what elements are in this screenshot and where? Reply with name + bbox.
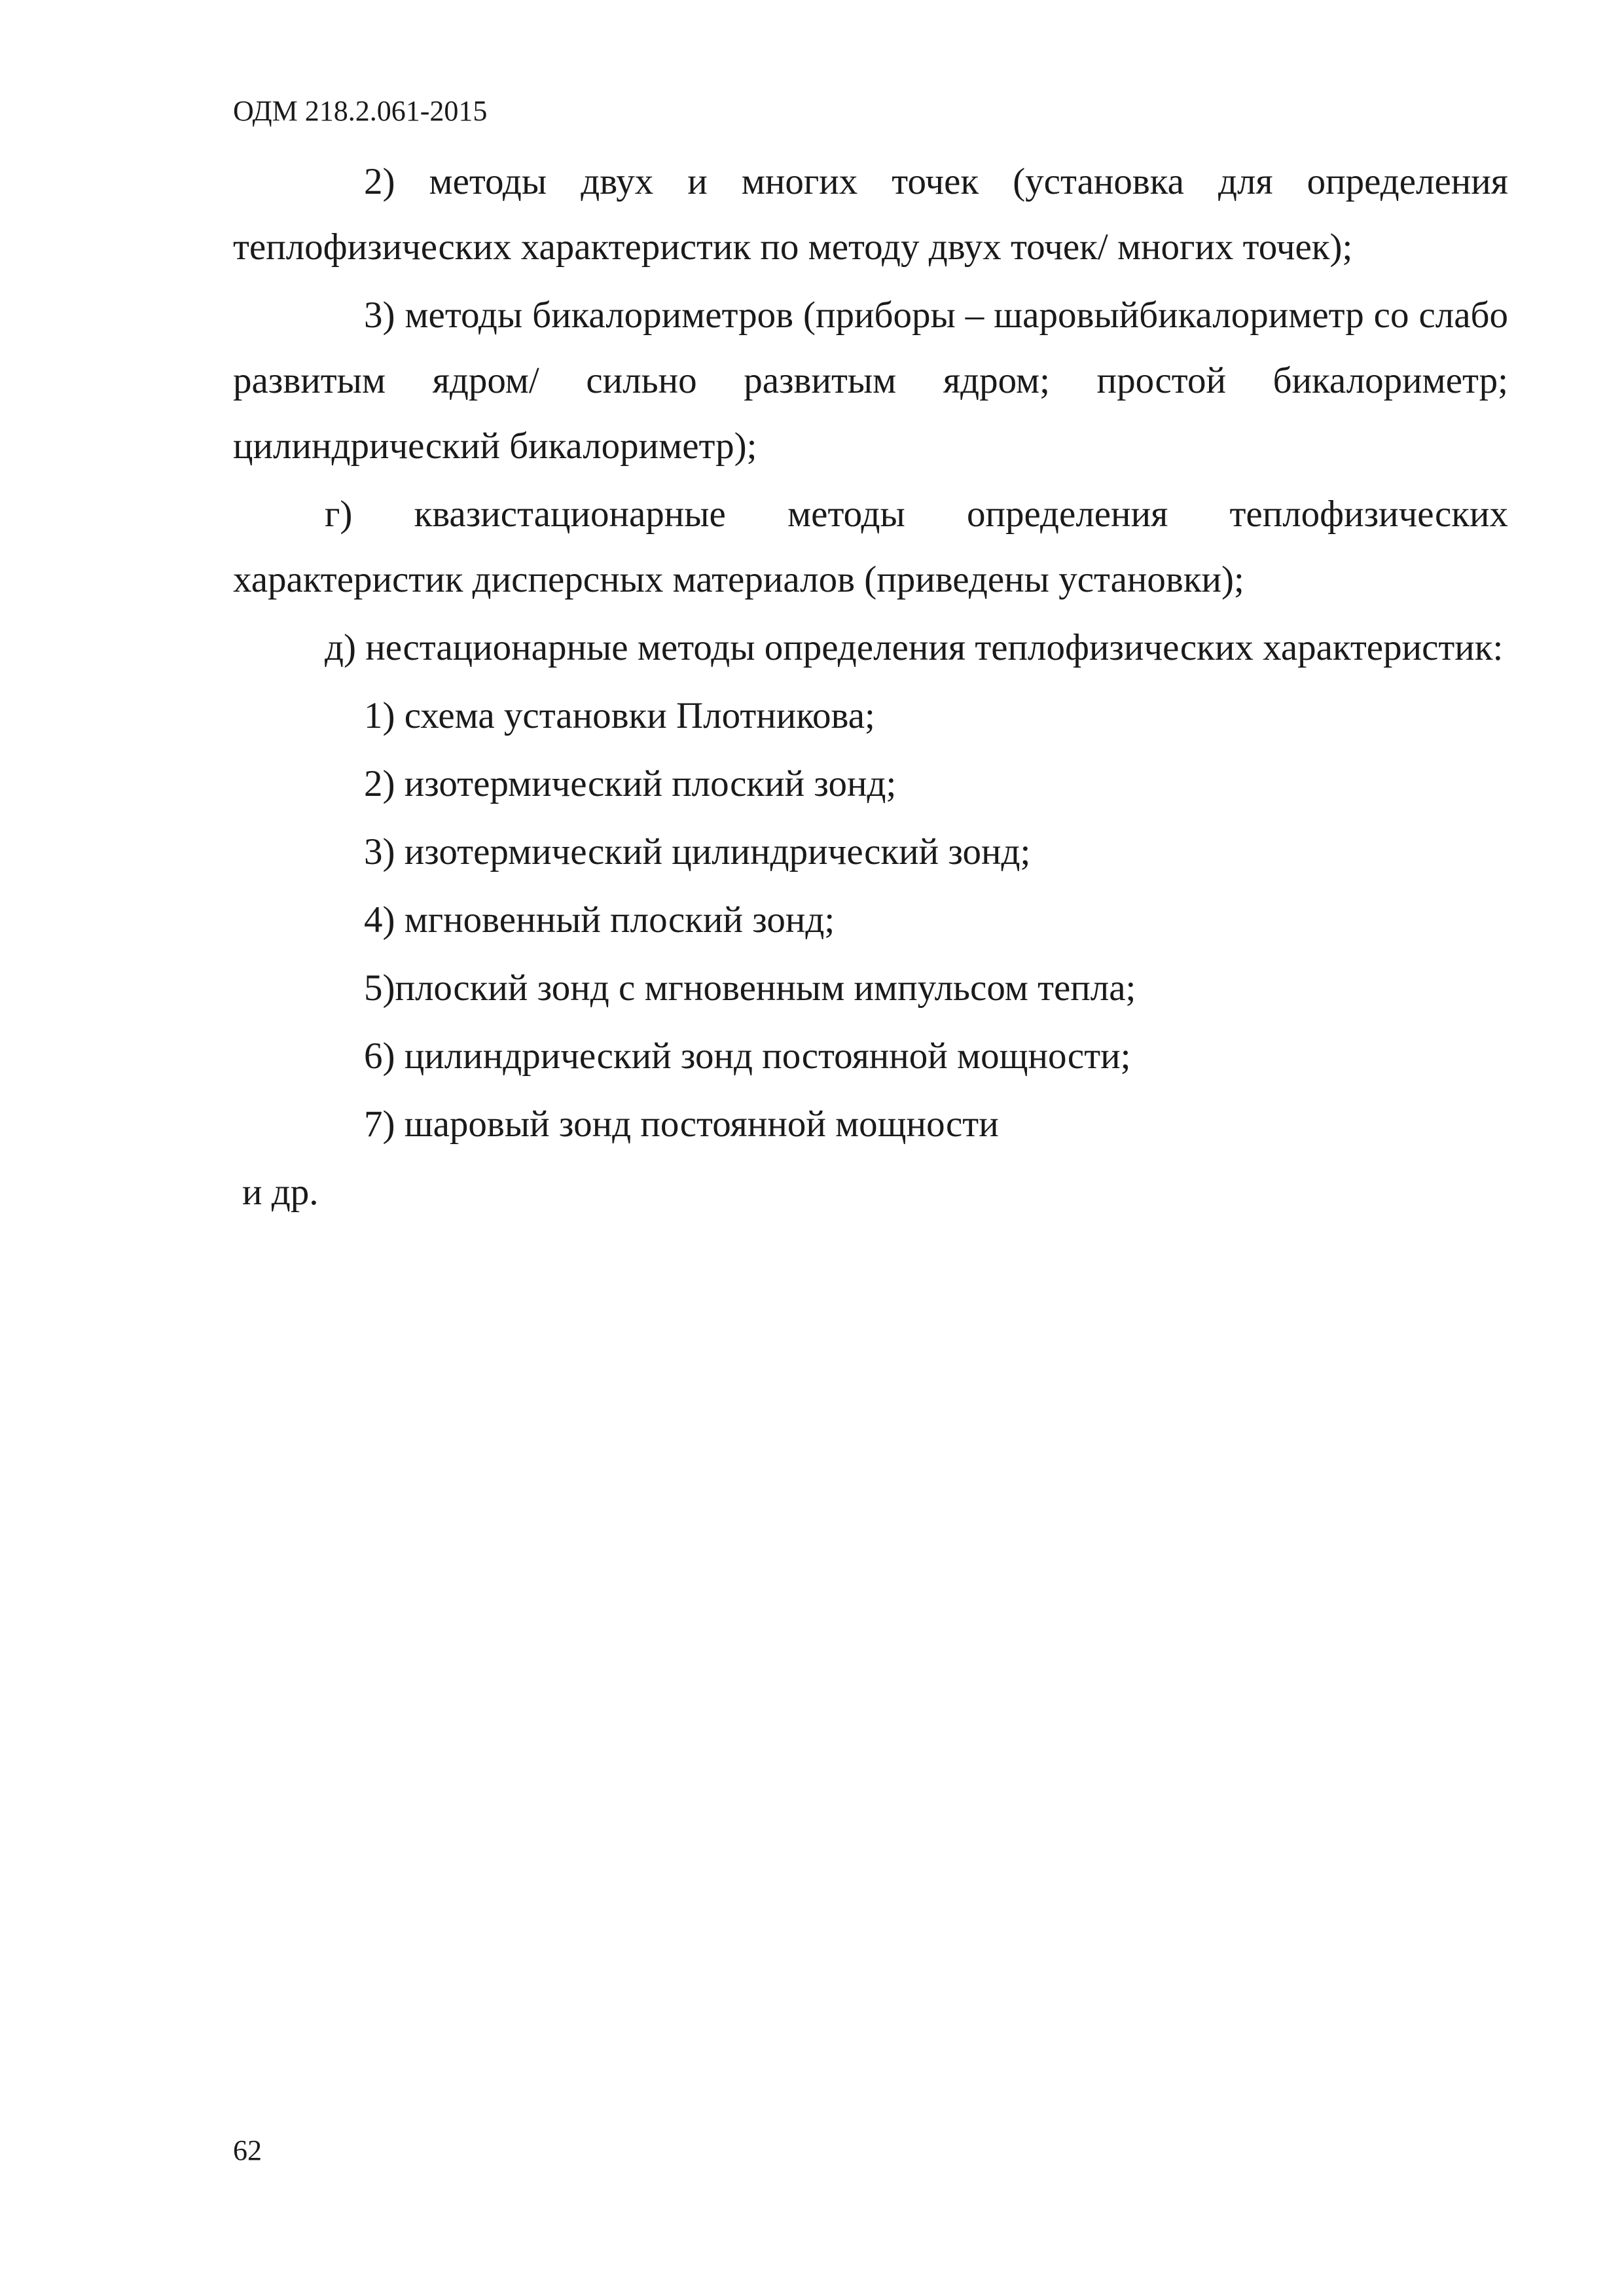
list-item: 7) шаровый зонд постоянной мощности bbox=[364, 1103, 999, 1145]
closing-text: и др. bbox=[242, 1172, 319, 1213]
nonstationary-methods-list bbox=[233, 683, 1508, 1157]
paragraph-quasistationary-methods: г) квазистационарные методы определения теплофизических характеристик дисперсных материалов (приведены установки); bbox=[233, 493, 1508, 600]
page-content bbox=[233, 149, 1508, 1225]
document-header: ОДМ 218.2.061-2015 bbox=[233, 95, 488, 127]
list-item: 1) схема установки Плотникова; bbox=[364, 695, 875, 736]
list-item: 5)плоский зонд с мгновенным импульсом тепла; bbox=[364, 967, 1136, 1009]
paragraph-nonstationary-methods: д) нестационарные методы определения теплофизических характеристик: bbox=[325, 627, 1504, 668]
paragraph-bicalorimeter-methods: 3) методы бикалориметров (приборы – шаровыйбикалориметр со слабо развитым ядром/ сильно развитым ядром; простой бикалориметр; цилиндрический бикалориметр); bbox=[233, 295, 1508, 467]
list-item: 2) изотермический плоский зонд; bbox=[364, 763, 897, 804]
list-item: 6) цилиндрический зонд постоянной мощности; bbox=[364, 1035, 1131, 1077]
list-item: 3) изотермический цилиндрический зонд; bbox=[364, 831, 1031, 872]
list-item: 4) мгновенный плоский зонд; bbox=[364, 899, 835, 941]
paragraph-two-point-methods: 2) методы двух и многих точек (установка для определения теплофизических характеристик по методу двух точек/ многих точек); bbox=[233, 161, 1508, 268]
page-number: 62 bbox=[233, 2134, 262, 2166]
